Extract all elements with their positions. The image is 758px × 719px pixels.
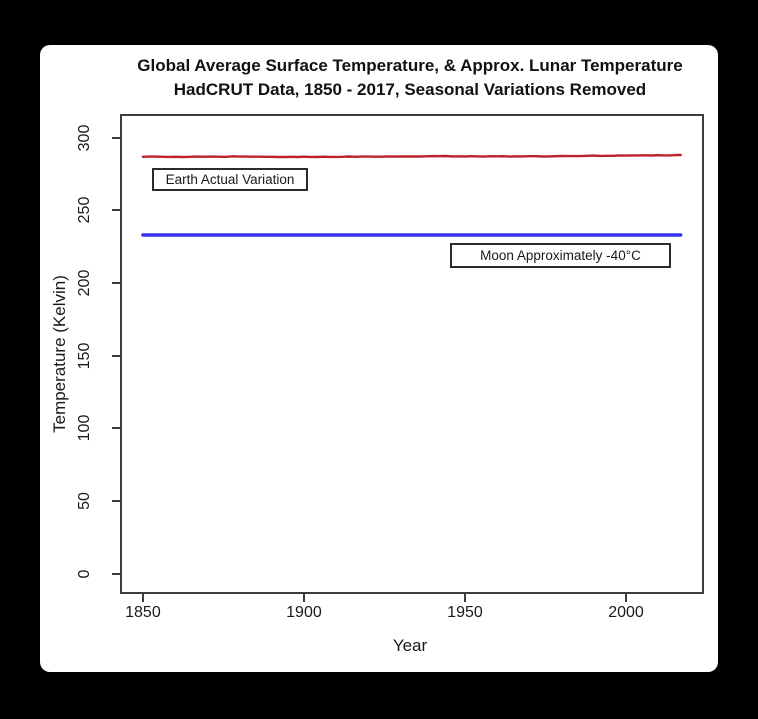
y-tick-label: 250 [76,197,93,224]
chart-subtitle: HadCRUT Data, 1850 - 2017, Seasonal Variations Removed [173,80,647,99]
x-tick-label: 1900 [286,604,322,621]
x-axis-tick [303,594,305,602]
y-axis-tick [112,209,120,211]
y-axis-title: Temperature (Kelvin) [50,275,69,433]
earth-label: Earth Actual Variation [165,172,295,187]
y-axis-tick [112,500,120,502]
y-axis-tick [112,427,120,429]
y-tick-label: 0 [76,569,93,579]
y-tick-label: 150 [76,342,93,370]
y-tick-label: 300 [76,124,93,152]
chart-title: Global Average Surface Temperature, & Approx. Lunar Temperature [137,56,683,75]
y-axis-tick [112,573,120,575]
x-axis-tick [625,594,627,602]
moon-label: Moon Approximately -40°C [480,248,641,263]
x-tick-label: 1950 [447,604,483,621]
x-tick-label: 2000 [608,604,644,621]
plot-area [120,114,704,594]
y-axis-tick [112,282,120,284]
x-axis-tick [464,594,466,602]
earth-label-box [152,168,308,191]
figure-panel [40,45,718,672]
x-tick-label: 1850 [125,604,161,621]
y-axis-tick [112,355,120,357]
y-tick-label: 50 [76,492,93,511]
y-tick-label: 100 [76,415,93,442]
y-axis-tick [112,137,120,139]
earth-temperature-line [143,155,681,157]
y-tick-label: 200 [76,269,93,297]
x-axis-title: Year [392,636,428,655]
moon-label-box [450,243,671,268]
x-axis-tick [142,594,144,602]
